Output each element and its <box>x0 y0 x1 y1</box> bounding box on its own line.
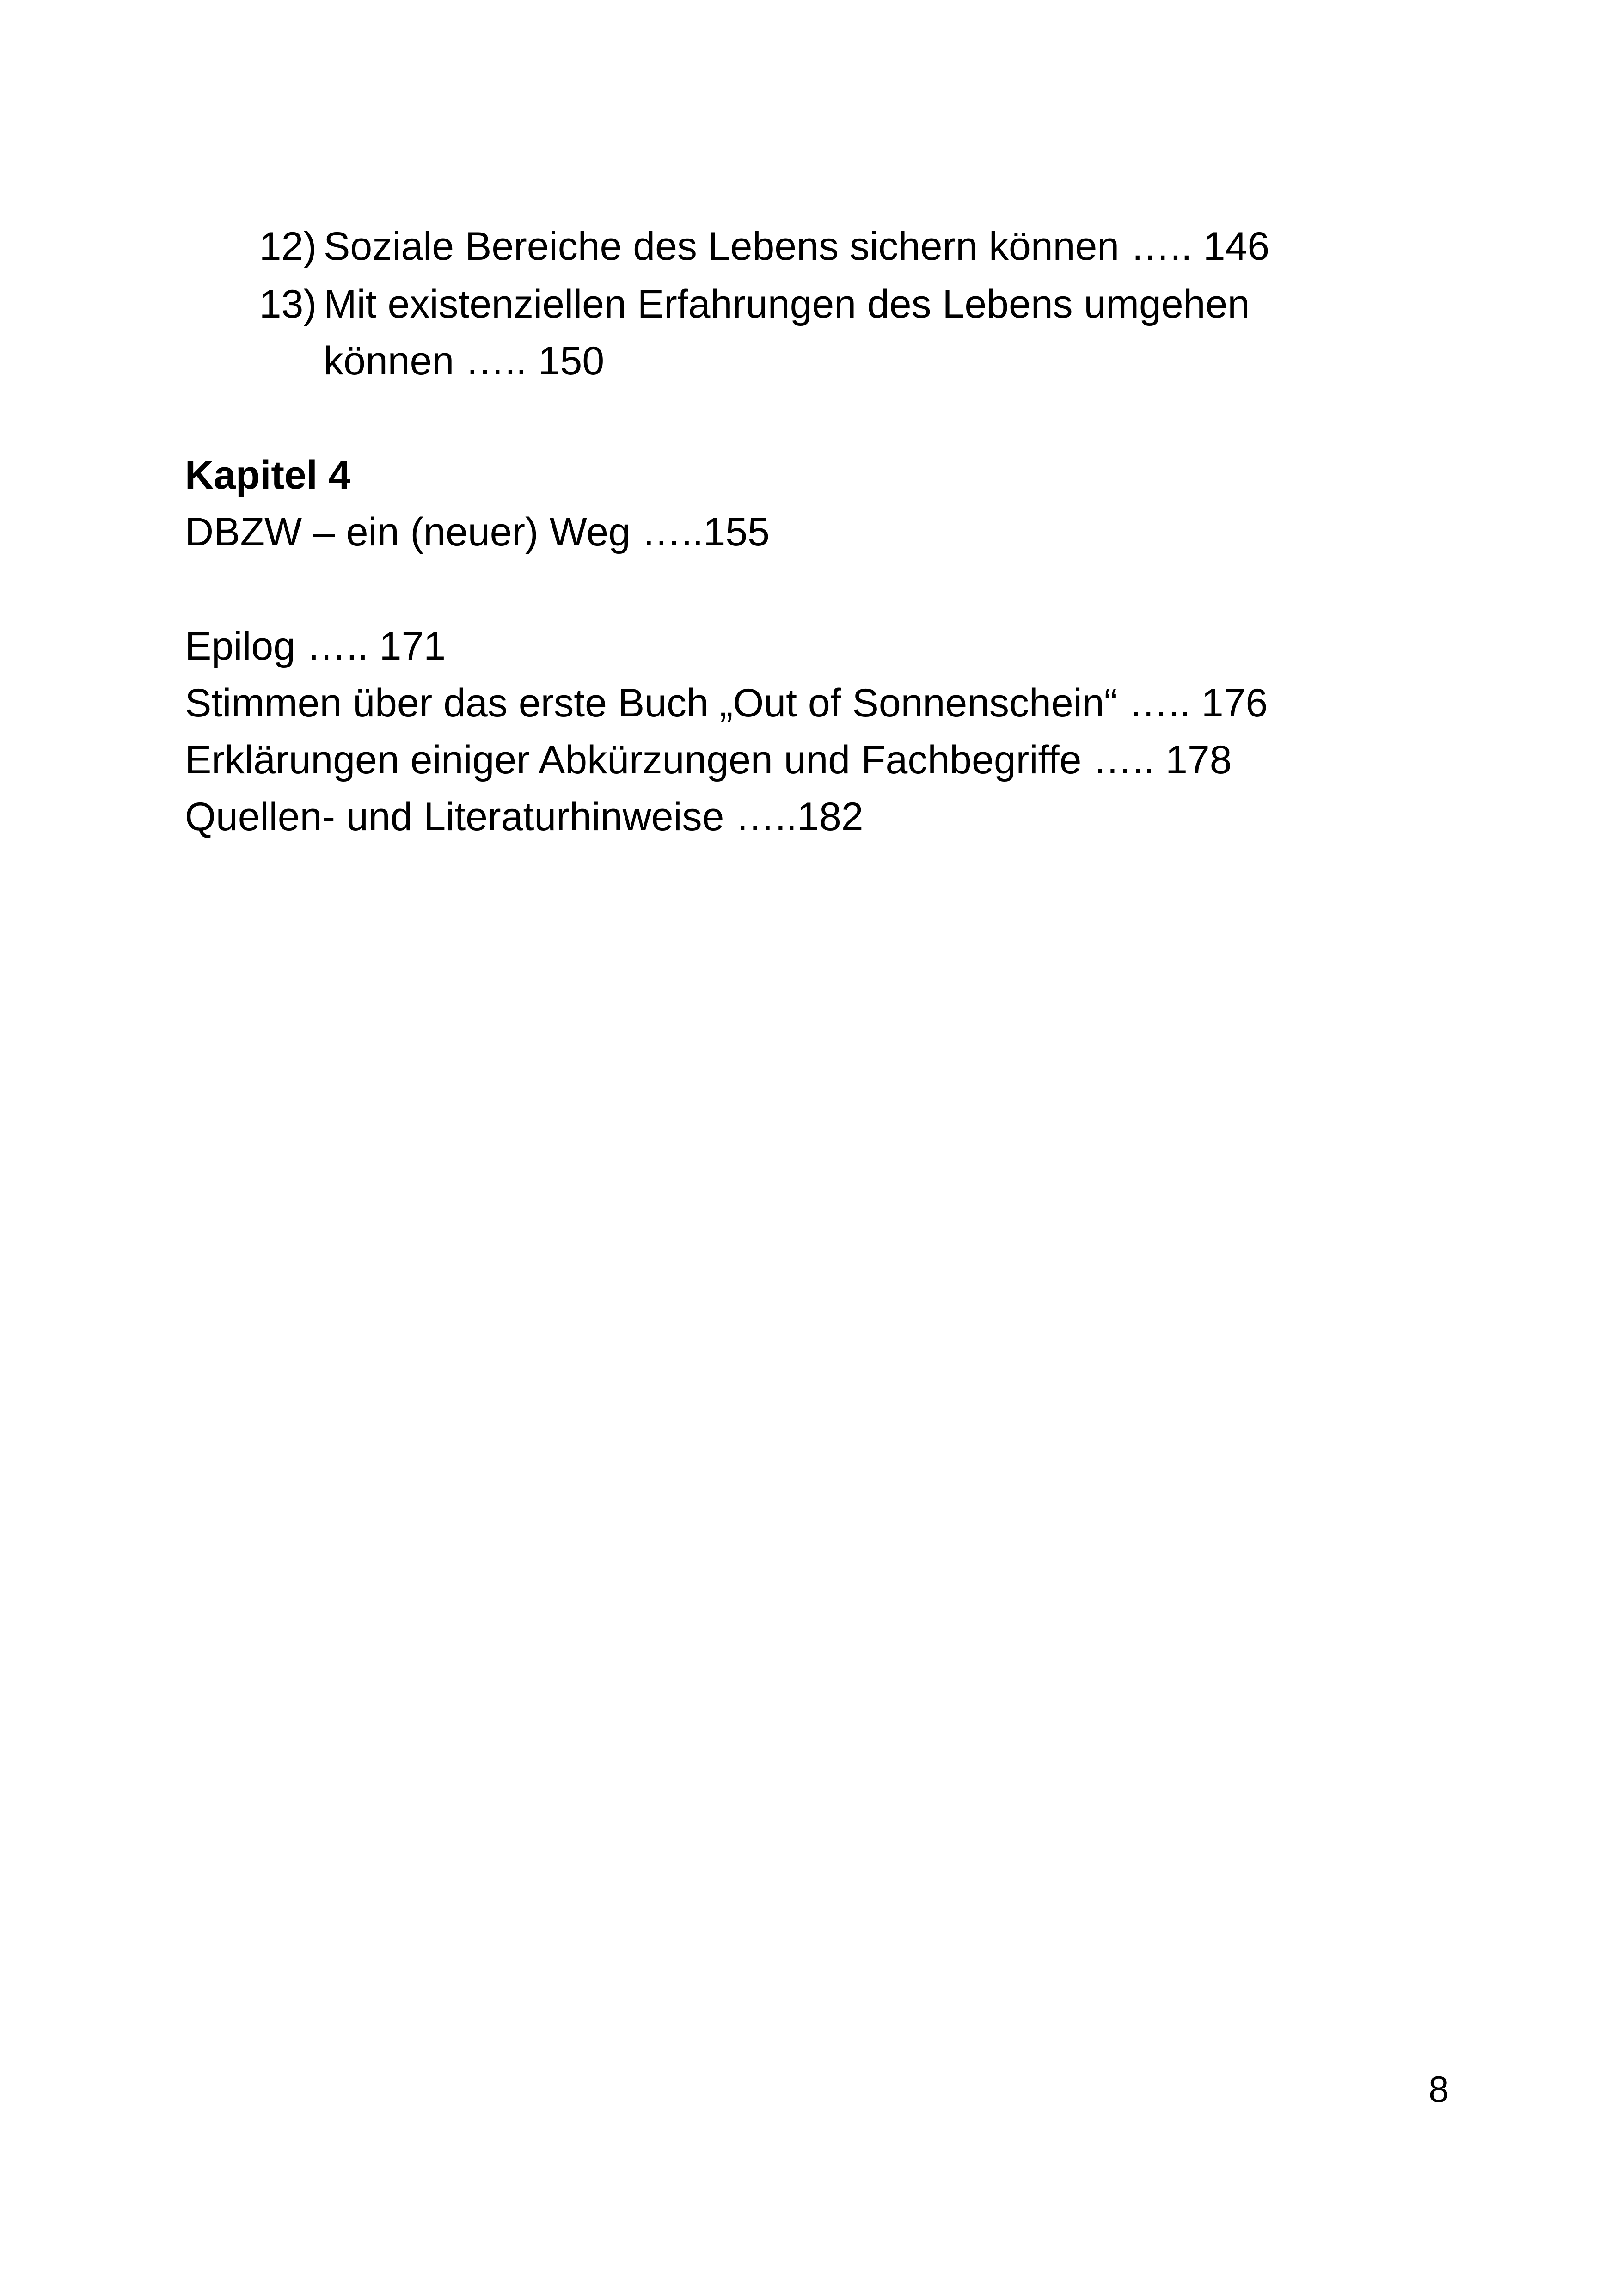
page-number: 8 <box>1428 2069 1449 2110</box>
toc-entry-stimmen: Stimmen über das erste Buch „Out of Sonnenschein“ ….. 176 <box>185 681 1268 725</box>
toc-item-13-text-line2: können ….. 150 <box>324 339 605 383</box>
toc-entry-epilog: Epilog ….. 171 <box>185 624 446 668</box>
toc-entry-quellen: Quellen- und Literaturhinweise …..182 <box>185 795 864 839</box>
toc-item-12-text: Soziale Bereiche des Lebens sichern können ….. 146 <box>324 224 1270 269</box>
toc-item-13-text-line1: Mit existenziellen Erfahrungen des Lebens umgehen <box>324 282 1250 326</box>
toc-item-13-number: 13) <box>259 282 317 326</box>
toc-item-12-number: 12) <box>259 224 317 269</box>
chapter-4-entry: DBZW – ein (neuer) Weg …..155 <box>185 510 770 554</box>
toc-entry-erklaerungen: Erklärungen einiger Abkürzungen und Fachbegriffe ….. 178 <box>185 738 1232 782</box>
chapter-4-heading: Kapitel 4 <box>185 453 351 497</box>
